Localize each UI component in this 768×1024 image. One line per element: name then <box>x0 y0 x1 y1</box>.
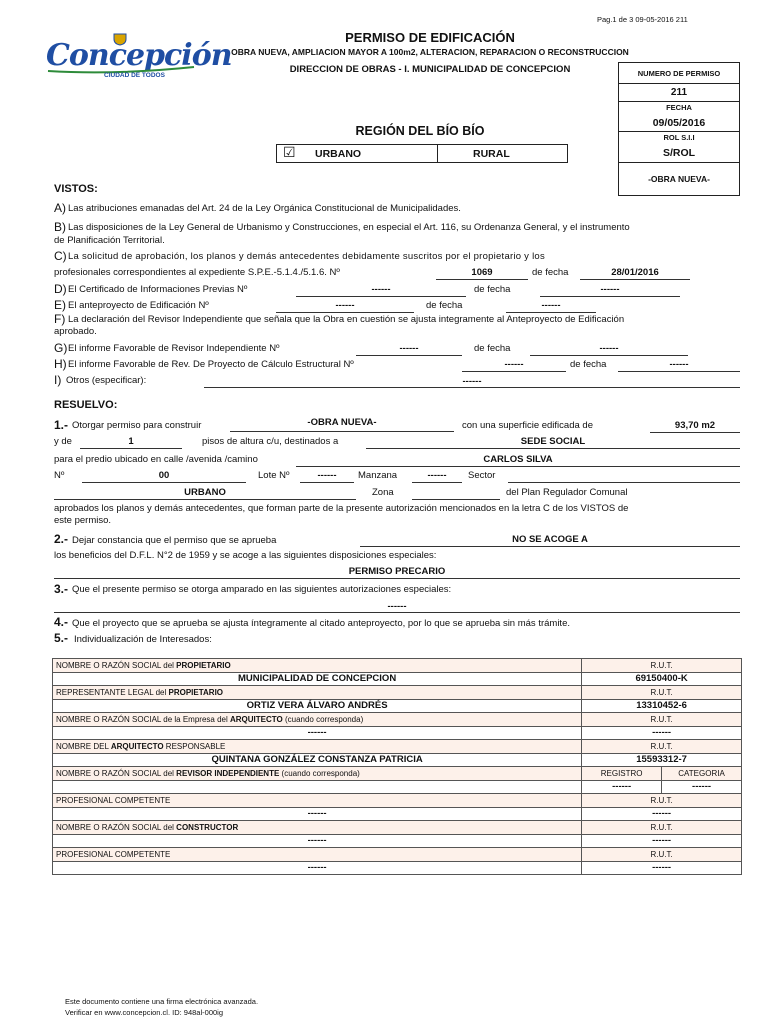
prop-role: PROPIETARIO <box>176 660 231 670</box>
resuelvo-lote-label: Lote Nº <box>258 470 290 481</box>
resuelvo-5: Individualización de Interesados: <box>74 634 212 645</box>
vistos-b1: Las disposiciones de la Ley General de Urbanismo y Construcciones, en especial el Art. 116, su Ordenanza General, y el instrumento <box>68 222 630 233</box>
vistos-g-num: ------ <box>399 343 419 354</box>
table-row <box>53 672 742 686</box>
emp-label-post: (cuando corresponda) <box>282 714 364 724</box>
emp-label-pre: NOMBRE O RAZÓN SOCIAL de la Empresa del <box>56 714 230 724</box>
emp-role: ARQUITECTO <box>229 714 283 724</box>
resuelvo-zona-label: Zona <box>372 487 394 498</box>
cons-rut: ------ <box>582 834 742 848</box>
resuelvo-4: Que el proyecto que se aprueba se ajusta íntegramente al citado anteproyecto, por lo que se aprueba sin más trámite. <box>72 618 570 629</box>
urbano-label: URBANO <box>315 148 362 160</box>
categoria-label: CATEGORIA <box>662 767 742 781</box>
vistos-g-letter: G) <box>54 341 68 355</box>
vistos-h-num: ------ <box>504 359 524 370</box>
vistos-d-fecha: ------ <box>600 284 620 295</box>
cons-label-pre: NOMBRE O RAZÓN SOCIAL del <box>56 822 177 832</box>
vistos-f1: La declaración del Revisor Independiente que señala que la Obra en cuestión se ajusta integramente al Anteproyecto de Edificación <box>68 314 625 325</box>
vistos-i: Otros (especificar): <box>66 375 147 386</box>
footer-line2: Verificar en www.concepcion.cl. ID: 948al-000ig <box>65 1008 223 1017</box>
table-row <box>53 794 742 808</box>
resuelvo-calle: CARLOS SILVA <box>483 454 553 465</box>
logo-wordmark: Concepción <box>46 38 232 73</box>
resuelvo-manzana: ------ <box>427 470 447 481</box>
resuelvo-pisos-label: pisos de altura c/u, destinados a <box>202 436 339 447</box>
resuelvo-4-num: 4.- <box>54 615 69 629</box>
rev-label-post: (cuando corresponda) <box>279 768 360 778</box>
vistos-heading: VISTOS: <box>54 183 98 195</box>
resuelvo-1-num: 1.- <box>54 418 69 432</box>
vistos-i-value: ------ <box>462 376 482 387</box>
resuelvo-2-value: NO SE ACOGE A <box>512 534 588 545</box>
vistos-c-num: 1069 <box>471 267 493 278</box>
table-row <box>53 726 742 740</box>
permit-info-box <box>618 62 740 196</box>
vistos-e-fecha: ------ <box>541 300 561 311</box>
document-subtitle: OBRA NUEVA, AMPLIACION MAYOR A 100m2, ALTERACION, REPARACION O RECONSTRUCCION <box>231 47 629 57</box>
vistos-f-letter: F) <box>54 312 66 326</box>
resuelvo-2-disposicion: PERMISO PRECARIO <box>348 566 446 577</box>
concepcion-logo <box>46 32 232 82</box>
interesados-table <box>52 658 742 875</box>
vistos-c-letter: C) <box>54 249 67 263</box>
resuelvo-1-value: -OBRA NUEVA- <box>307 417 377 428</box>
vistos-c1: La solicitud de aprobación, los planos y demás antecedentes debidamente suscritos por el propietario y los <box>68 251 545 262</box>
resuelvo-3-num: 3.- <box>54 582 69 596</box>
rol-label: ROL S.I.I <box>663 133 695 142</box>
rev-label-pre: NOMBRE O RAZÓN SOCIAL del <box>56 768 177 778</box>
table-row <box>53 713 742 727</box>
vistos-e-num: ------ <box>335 300 355 311</box>
rut-label: R.U.T. <box>582 740 742 754</box>
vistos-g: El informe Favorable de Revisor Independiente Nº <box>68 343 280 354</box>
resuelvo-yde: 1 <box>128 436 134 447</box>
prop-name: MUNICIPALIDAD DE CONCEPCION <box>53 672 582 686</box>
vistos-h: El informe Favorable de Rev. De Proyecto de Cálculo Estructural Nº <box>68 359 354 370</box>
cons-role: CONSTRUCTOR <box>176 822 239 832</box>
vistos-h-letter: H) <box>54 357 67 371</box>
rev-name <box>53 780 582 794</box>
resuelvo-sector-label: Sector <box>468 470 496 481</box>
vistos-d: El Certificado de Informaciones Previas Nº <box>68 284 248 295</box>
vistos-h-fecha-label: de fecha <box>570 359 607 370</box>
rev-categoria: ------ <box>662 780 742 794</box>
resuelvo-manzana-label: Manzana <box>358 470 398 481</box>
rut-label: R.U.T. <box>582 659 742 673</box>
resuelvo-2-line: los beneficios del D.F.L. N°2 de 1959 y se acoge a las siguientes disposiciones especiales: <box>54 550 437 561</box>
rev-role: REVISOR INDEPENDIENTE <box>176 768 280 778</box>
vistos-f2: aprobado. <box>54 326 97 337</box>
vistos-c-fecha: 28/01/2016 <box>611 267 659 278</box>
rut-label: R.U.T. <box>582 713 742 727</box>
resuelvo-yde-label: y de <box>54 436 72 447</box>
vistos-h-fecha: ------ <box>669 359 689 370</box>
region: REGIÓN DEL BÍO BÍO <box>355 124 485 138</box>
prof2-label: PROFESIONAL COMPETENTE <box>53 848 582 862</box>
registro-label: REGISTRO <box>582 767 662 781</box>
resuelvo-aprob2: este permiso. <box>54 515 112 526</box>
vistos-b2: de Planificación Territorial. <box>54 235 165 246</box>
emp-rut: ------ <box>582 726 742 740</box>
vistos-d-letter: D) <box>54 282 67 296</box>
resuelvo-2-num: 2.- <box>54 532 69 546</box>
vistos-c2: profesionales correspondientes al expediente S.P.E.-5.1.4./5.1.6. Nº <box>54 267 340 278</box>
vistos-a-letter: A) <box>54 201 66 215</box>
rut-label: R.U.T. <box>582 686 742 700</box>
arq-name: QUINTANA GONZÁLEZ CONSTANZA PATRICIA <box>53 753 582 767</box>
resuelvo-3-value: ------ <box>387 601 407 612</box>
rut-label: R.U.T. <box>582 794 742 808</box>
table-row <box>53 780 742 794</box>
table-row <box>53 686 742 700</box>
vistos-e-fecha-label: de fecha <box>426 300 463 311</box>
table-row <box>53 807 742 821</box>
vistos-d-num: ------ <box>371 284 391 295</box>
resuelvo-1-label: Otorgar permiso para construir <box>72 420 202 431</box>
prof1-rut: ------ <box>582 807 742 821</box>
tipo-value: -OBRA NUEVA- <box>648 174 710 184</box>
table-row <box>53 699 742 713</box>
rural-label: RURAL <box>473 148 510 160</box>
area-selector <box>276 144 568 163</box>
table-row <box>53 753 742 767</box>
resuelvo-1-sup-label: con una superficie edificada de <box>462 420 593 431</box>
arq-role: ARQUITECTO <box>110 741 164 751</box>
table-row <box>53 821 742 835</box>
prof2-name: ------ <box>53 861 582 875</box>
rep-rut: 13310452-6 <box>582 699 742 713</box>
fecha-label: FECHA <box>666 103 692 112</box>
arq-rut: 15593312-7 <box>582 753 742 767</box>
resuelvo-2-label: Dejar constancia que el permiso que se aprueba <box>72 535 277 546</box>
rol-value: S/ROL <box>662 147 696 159</box>
rev-registro: ------ <box>582 780 662 794</box>
resuelvo-predio-label: para el predio ubicado en calle /avenida /camino <box>54 454 258 465</box>
resuelvo-3: Que el presente permiso se otorga amparado en las siguientes autorizaciones especiales: <box>72 584 452 595</box>
prof2-rut: ------ <box>582 861 742 875</box>
arq-label-post: RESPONSABLE <box>163 741 226 751</box>
vistos-c-fecha-label: de fecha <box>532 267 569 278</box>
numero-label: NUMERO DE PERMISO <box>637 69 721 78</box>
emp-name: ------ <box>53 726 582 740</box>
vistos-g-fecha-label: de fecha <box>474 343 511 354</box>
fecha-value: 09/05/2016 <box>652 117 706 129</box>
rut-label: R.U.T. <box>582 848 742 862</box>
cons-name: ------ <box>53 834 582 848</box>
vistos-d-fecha-label: de fecha <box>474 284 511 295</box>
prop-label-pre: NOMBRE O RAZÓN SOCIAL del <box>56 660 177 670</box>
vistos-e-letter: E) <box>54 298 66 312</box>
vistos-b-letter: B) <box>54 220 66 234</box>
table-row <box>53 740 742 754</box>
rut-label: R.U.T. <box>582 821 742 835</box>
resuelvo-aprob1: aprobados los planos y demás antecedentes, que forman parte de la presente autorización mencionados en la letra C de los VISTOS de <box>54 503 629 514</box>
resuelvo-lote: ------ <box>317 470 337 481</box>
table-row <box>53 659 742 673</box>
footer-line1: Este documento contiene una firma electrónica avanzada. <box>65 997 259 1006</box>
resuelvo-5-num: 5.- <box>54 631 69 645</box>
vistos-e: El anteproyecto de Edificación Nº <box>68 300 209 311</box>
table-row <box>53 834 742 848</box>
page-header: Pag.1 de 3 09-05-2016 211 <box>597 15 688 24</box>
prof1-label: PROFESIONAL COMPETENTE <box>53 794 582 808</box>
rep-label-pre: REPRESENTANTE LEGAL del <box>56 687 169 697</box>
document-title: PERMISO DE EDIFICACIÓN <box>345 30 515 45</box>
rep-name: ORTIZ VERA ÁLVARO ANDRÉS <box>53 699 582 713</box>
vistos-i-letter: I) <box>54 373 62 387</box>
arq-label-pre: NOMBRE DEL <box>56 741 111 751</box>
resuelvo-heading: RESUELVO: <box>54 399 118 411</box>
urbano-checkbox-icon: ☑ <box>283 144 296 160</box>
rep-role: PROPIETARIO <box>168 687 224 697</box>
table-row <box>53 848 742 862</box>
resuelvo-num-label: Nº <box>54 470 65 481</box>
resuelvo-zona-tipo: URBANO <box>184 487 226 498</box>
resuelvo-num: 00 <box>158 470 170 481</box>
resuelvo-1-sup: 93,70 m2 <box>674 420 716 431</box>
table-row <box>53 767 742 781</box>
prop-rut: 69150400-K <box>582 672 742 686</box>
vistos-a: Las atribuciones emanadas del Art. 24 de la Ley Orgánica Constitucional de Municipalidades. <box>68 203 461 214</box>
logo-tagline: CIUDAD DE TODOS <box>104 72 165 79</box>
numero-value: 211 <box>670 87 688 98</box>
vistos-g-fecha: ------ <box>599 343 619 354</box>
prof1-name: ------ <box>53 807 582 821</box>
resuelvo-destino: SEDE SOCIAL <box>520 436 586 447</box>
table-row <box>53 861 742 875</box>
resuelvo-plan-label: del Plan Regulador Comunal <box>506 487 628 498</box>
department: DIRECCION DE OBRAS - I. MUNICIPALIDAD DE CONCEPCION <box>289 64 571 75</box>
